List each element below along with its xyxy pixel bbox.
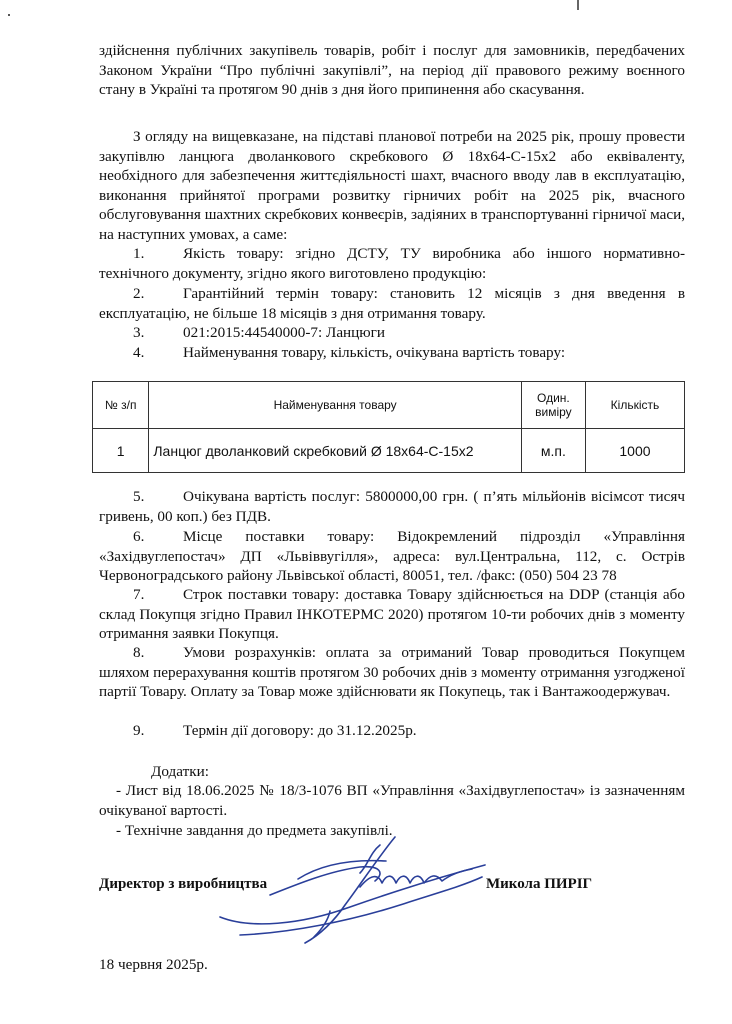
scan-mark: [8, 14, 10, 16]
cell-number: 1: [93, 429, 149, 473]
item-number: 4.: [133, 344, 145, 361]
attachments-title: Додатки:: [151, 763, 209, 780]
table-row: [93, 429, 685, 473]
item-text: Умови розрахунків: оплата за отриманий Товар проводиться Покупцем шляхом перерахування коштів протягом 30 робочих днів з моменту отримання узгодженої партії Товару. Оплату за Товар може здійснювати як Покупець, так і Вантажоодержувач.: [99, 644, 685, 700]
col-header-unit: Один. виміру: [521, 382, 585, 429]
item-number: 9.: [133, 722, 145, 739]
attachment-item: - Технічне завдання до предмета закупівлі.: [116, 822, 393, 839]
item-text: Місце поставки товару: Відокремлений підрозділ «Управління «Західвуглепостач» ДП «Львіввугілля», адреса: вул.Центральна, 112, с. Острів Червоноградського району Львівської області, 80051, тел. /факс: (050) 504 23 78: [99, 528, 685, 584]
list-item: [99, 585, 685, 644]
scan-edge-mark: [577, 0, 579, 10]
document-date: 18 червня 2025р.: [99, 956, 208, 973]
attachment-item: - Лист від 18.06.2025 № 18/3-1076 ВП «Управління «Західвуглепостач» із зазначенням очікуваної вартості.: [99, 782, 685, 819]
item-text: Якість товару: згідно ДСТУ, ТУ виробника або іншого нормативно-технічного документу, згідно якого виготовлено продукцію:: [99, 245, 685, 282]
item-text: Строк поставки товару: доставка Товару здійснюється на DDP (станція або склад Покупця згідно Правил ІНКОТЕРМС 2020) протягом 10-ти робочих днів з моменту отримання заявки Покупця.: [99, 586, 685, 642]
list-item: [99, 343, 685, 363]
list-item: [99, 643, 685, 702]
cell-name: Ланцюг дволанковий скребковий Ø 18х64-С-15х2: [149, 429, 522, 473]
item-text: 021:2015:44540000-7: Ланцюги: [183, 324, 386, 341]
intro-paragraph: здійснення публічних закупівель товарів, робіт і послуг для замовників, передбачених Законом України “Про публічні закупівлі”, на період дії правового режиму воєнного стану в Україні та протягом 90 днів з дня його припинення або скасування.: [99, 42, 685, 98]
col-header-quantity: Кількість: [585, 382, 684, 429]
list-item: [99, 721, 685, 741]
list-item: [99, 527, 685, 586]
signer-position: Директор з виробництва: [99, 876, 268, 892]
list-item: [99, 244, 685, 283]
item-number: 1.: [133, 245, 145, 262]
signer-name: Микола ПИРІГ: [486, 876, 593, 892]
goods-table: [92, 381, 685, 473]
item-number: 8.: [133, 644, 145, 661]
cell-quantity: 1000: [585, 429, 684, 473]
cell-unit: м.п.: [521, 429, 585, 473]
list-item: [99, 323, 685, 343]
table-header-row: [93, 382, 685, 429]
item-text: Термін дії договору: до 31.12.2025р.: [183, 722, 417, 739]
item-number: 2.: [133, 285, 145, 302]
item-number: 5.: [133, 488, 145, 505]
item-text: Найменування товару, кількість, очікувана вартість товару:: [183, 344, 566, 361]
item-number: 6.: [133, 528, 145, 545]
list-item: [99, 284, 685, 323]
list-item: [99, 487, 685, 526]
item-number: 7.: [133, 586, 145, 603]
item-text: Гарантійний термін товару: становить 12 місяців з дня введення в експлуатацію, не більше 18 місяців з дня отримання товару.: [99, 285, 685, 322]
request-paragraph: З огляду на вищевказане, на підставі планової потреби на 2025 рік, прошу провести закупівлю ланцюга дволанкового скребкового Ø 18х64-С-15х2 або еквіваленту, необхідного для забезпечення життєдіяльності шахт, вчасного вводу лав в експлуатацію, виконання прийнятої програми розвитку гірничих робіт на 2025 рік, вчасного обслуговування шахтних скребкових конвеєрів, задіяних в транспортуванні гірничої маси, на наступних умовах, а саме:: [99, 128, 685, 243]
item-number: 3.: [133, 324, 145, 341]
item-text: Очікувана вартість послуг: 5800000,00 грн. ( п’ять мільйонів вісімсот тисяч гривень, 00 коп.) без ПДВ.: [99, 488, 685, 525]
col-header-name: Найменування товару: [149, 382, 522, 429]
col-header-number: № з/п: [93, 382, 149, 429]
